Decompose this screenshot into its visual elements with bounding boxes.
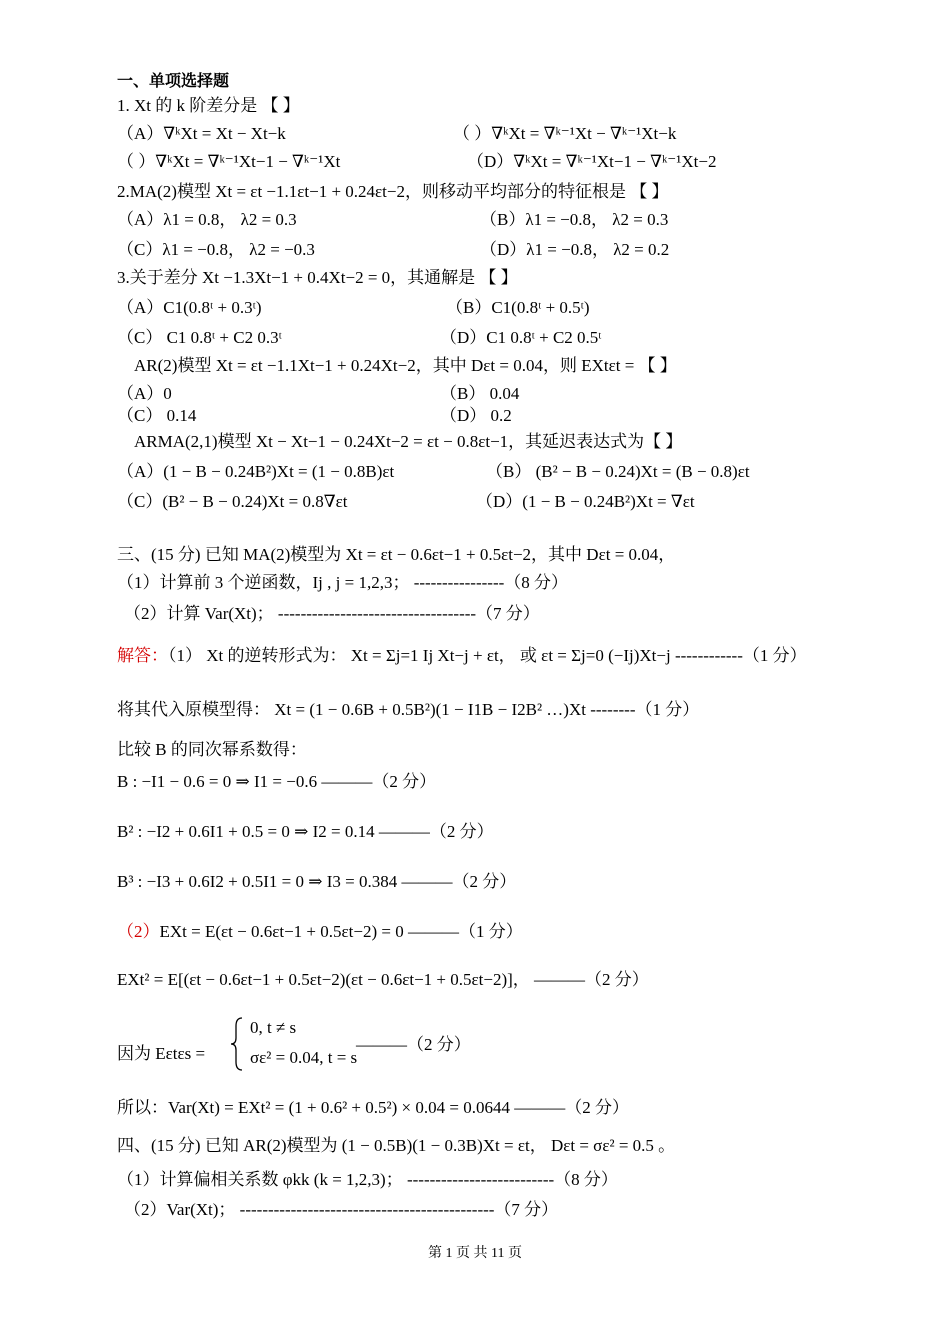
q4-option-d: （D） 0.2 (440, 406, 512, 425)
section-4-part-1: （1）计算偏相关系数 φkk (k = 1,2,3)； --------------------------（8 分） (117, 1170, 618, 1189)
piecewise-score: ———（2 分） (356, 1035, 471, 1054)
q3-option-a: （A）C1(0.8ᵗ + 0.3ᵗ) (117, 298, 262, 317)
answer-step-5: B² : −I2 + 0.6I1 + 0.5 = 0 ⇒ I2 = 0.14 ———（2 分） (117, 822, 494, 841)
section-3-stem: 三、(15 分) 已知 MA(2)模型为 Xt = εt − 0.6εt−1 + 0.5εt−2，其中 Dεt = 0.04， (117, 545, 676, 564)
section-1-title: 一、单项选择题 (117, 73, 230, 90)
q5-option-d: （D）(1 − B − 0.24B²)Xt = ∇εt (476, 492, 695, 511)
q4-option-b: （B） 0.04 (440, 384, 520, 403)
section-3-part-2: （2）计算 Var(Xt)； -----------------------------------（7 分） (124, 604, 540, 623)
answer-step-9-lead: 因为 Eεtεs = (117, 1044, 206, 1063)
q5-stem: ARMA(2,1)模型 Xt − Xt−1 − 0.24Xt−2 = εt − 0.8εt−1，其延迟表达式为【 】 (134, 432, 683, 451)
q4-option-c: （C） 0.14 (117, 406, 197, 425)
q5-option-a: （A）(1 − B − 0.24B²)Xt = (1 − 0.8B)εt (117, 462, 395, 481)
q3-stem: 3.关于差分 Xt −1.3Xt−1 + 0.4Xt−2 = 0，其通解是 【 】 (117, 268, 518, 287)
answer-step-6: B³ : −I3 + 0.6I2 + 0.5I1 = 0 ⇒ I3 = 0.384 ———（2 分） (117, 872, 517, 891)
q1-option-c: （ ）∇ᵏXt = ∇ᵏ⁻¹Xt−1 − ∇ᵏ⁻¹Xt (117, 152, 341, 171)
q3-option-b: （B）C1(0.8ᵗ + 0.5ᵗ) (446, 298, 590, 317)
q2-option-d: （D）λ1 = −0.8， λ2 = 0.2 (480, 240, 670, 259)
answer-step-2: 将其代入原模型得： Xt = (1 − 0.6B + 0.5B²)(1 − I1B − I2B² …)Xt --------（1 分） (117, 700, 700, 719)
q4-stem: AR(2)模型 Xt = εt −1.1Xt−1 + 0.24Xt−2，其中 Dεt = 0.04，则 EXtεt = 【 】 (134, 356, 677, 375)
answer-step-1: （1） Xt 的逆转形式为： Xt = Σj=1 Ij Xt−j + εt， 或 εt = Σj=0 (−Ij)Xt−j ------------（1 分） (168, 646, 807, 665)
answer-step-10: 所以：Var(Xt) = EXt² = (1 + 0.6² + 0.5²) × 0.04 = 0.0644 ———（2 分） (117, 1098, 629, 1117)
answer-part-2-label: （2） (117, 922, 160, 941)
section-4-stem: 四、(15 分) 已知 AR(2)模型为 (1 − 0.5B)(1 − 0.3B)Xt = εt， Dεt = σε² = 0.5 。 (117, 1136, 676, 1155)
q3-option-c: （C） C1 0.8ᵗ + C2 0.3ᵗ (117, 328, 282, 347)
q1-option-b: （ ）∇ᵏXt = ∇ᵏ⁻¹Xt − ∇ᵏ⁻¹Xt−k (453, 124, 677, 143)
brace-icon (230, 1016, 244, 1072)
q2-stem: 2.MA(2)模型 Xt = εt −1.1εt−1 + 0.24εt−2，则移动平均部分的特征根是 【 】 (117, 182, 669, 201)
answer-step-7-line (117, 922, 523, 942)
answer-step-3: 比较 B 的同次幂系数得： (117, 740, 307, 759)
answer-line-1 (117, 646, 807, 666)
section-3-part-1: （1）计算前 3 个逆函数，Ij , j = 1,2,3； ----------------（8 分） (117, 573, 569, 592)
q5-option-c: （C）(B² − B − 0.24)Xt = 0.8∇εt (117, 492, 348, 511)
page-footer: 第 1 页 共 11 页 (428, 1246, 522, 1261)
answer-label: 解答： (117, 646, 168, 665)
q2-option-a: （A）λ1 = 0.8， λ2 = 0.3 (117, 210, 297, 229)
q2-option-c: （C）λ1 = −0.8， λ2 = −0.3 (117, 240, 315, 259)
q1-option-a: （A）∇ᵏXt = Xt − Xt−k (117, 124, 286, 143)
piecewise-case-2: σε² = 0.04, t = s (250, 1048, 358, 1067)
section-4-part-2: （2）Var(Xt)； ---------------------------------------------（7 分） (124, 1200, 559, 1219)
left-brace (230, 1016, 244, 1072)
q1-stem: 1. Xt 的 k 阶差分是 【 】 (117, 96, 300, 115)
q4-option-a: （A）0 (117, 384, 172, 403)
q1-option-d: （D）∇ᵏXt = ∇ᵏ⁻¹Xt−1 − ∇ᵏ⁻¹Xt−2 (467, 152, 717, 171)
answer-step-8: EXt² = E[(εt − 0.6εt−1 + 0.5εt−2)(εt − 0.6εt−1 + 0.5εt−2)]， ———（2 分） (117, 970, 649, 989)
answer-step-4: B : −I1 − 0.6 = 0 ⇒ I1 = −0.6 ———（2 分） (117, 772, 437, 791)
piecewise-case-1: 0, t ≠ s (250, 1018, 297, 1037)
q3-option-d: （D）C1 0.8ᵗ + C2 0.5ᵗ (440, 328, 602, 347)
answer-step-7: EXt = E(εt − 0.6εt−1 + 0.5εt−2) = 0 ———（1 分） (159, 922, 523, 941)
q2-option-b: （B）λ1 = −0.8， λ2 = 0.3 (480, 210, 669, 229)
q5-option-b: （B） (B² − B − 0.24)Xt = (B − 0.8)εt (486, 462, 750, 481)
